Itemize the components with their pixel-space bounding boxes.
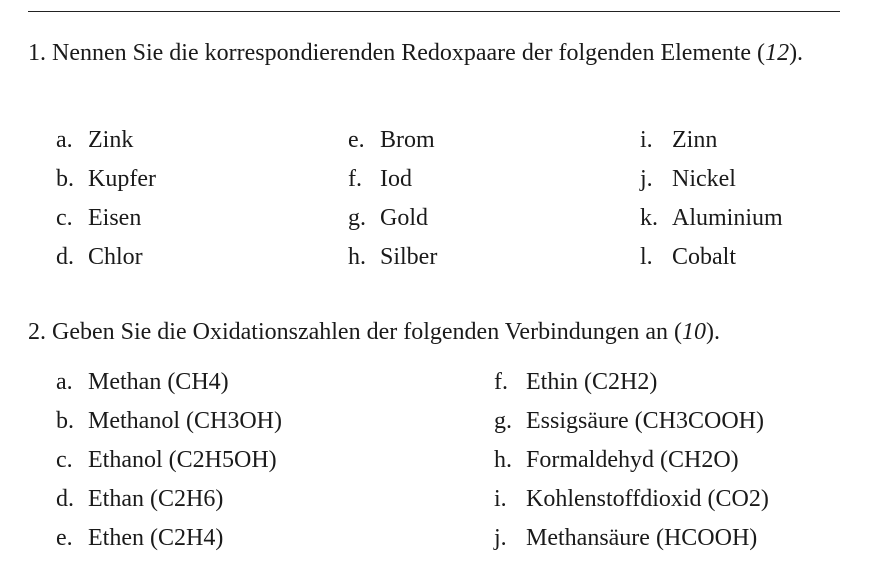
item-label: j. [494, 525, 507, 551]
list-item [640, 238, 736, 277]
item-label: h. [494, 447, 512, 473]
item-text: Chlor [88, 244, 143, 270]
list-item [56, 121, 133, 160]
item-label: j. [640, 166, 653, 192]
item-text: Silber [380, 244, 438, 270]
question-2-number: 2. [28, 319, 46, 345]
item-text: Iod [380, 166, 412, 192]
item-text: Ethan (C2H6) [88, 486, 224, 512]
question-1-text-end: ). [789, 40, 804, 66]
list-item [56, 402, 282, 441]
item-label: l. [640, 244, 653, 270]
list-item [348, 238, 437, 277]
item-label: b. [56, 408, 74, 434]
question-2-prompt [28, 313, 868, 351]
item-text: Zinn [672, 127, 718, 153]
list-item [56, 238, 143, 277]
item-text: Methansäure (HCOOH) [526, 525, 758, 551]
item-text: Brom [380, 127, 435, 153]
list-item [494, 519, 757, 558]
question-1-prompt [28, 34, 828, 72]
list-item [56, 363, 229, 402]
item-text: Ethen (C2H4) [88, 525, 224, 551]
item-label: g. [348, 205, 366, 231]
item-text: Ethanol (C2H5OH) [88, 447, 277, 473]
item-text: Methanol (CH3OH) [88, 408, 282, 434]
list-item [640, 199, 783, 238]
item-text: Formaldehyd (CH2O) [526, 447, 739, 473]
item-text: Ethin (C2H2) [526, 369, 658, 395]
item-label: i. [640, 127, 653, 153]
question-1-points: 12 [765, 40, 790, 66]
item-text: Aluminium [672, 205, 783, 231]
list-item [348, 160, 412, 199]
item-label: i. [494, 486, 507, 512]
item-text: Essigsäure (CH3COOH) [526, 408, 764, 434]
item-label: b. [56, 166, 74, 192]
item-label: e. [348, 127, 365, 153]
list-item [56, 441, 277, 480]
question-1-number: 1. [28, 40, 46, 66]
item-label: a. [56, 127, 73, 153]
item-label: e. [56, 525, 73, 551]
list-item [348, 121, 435, 160]
list-item [494, 480, 769, 519]
list-item [56, 519, 223, 558]
list-item [640, 160, 736, 199]
item-text: Cobalt [672, 244, 736, 270]
list-item [56, 199, 141, 238]
list-item [494, 441, 739, 480]
item-label: f. [348, 166, 362, 192]
item-text: Kupfer [88, 166, 156, 192]
question-2-text-end: ). [706, 319, 721, 345]
item-label: d. [56, 486, 74, 512]
item-text: Kohlenstoffdioxid (CO2) [526, 486, 769, 512]
item-label: f. [494, 369, 508, 395]
item-text: Zink [88, 127, 134, 153]
item-text: Methan (CH4) [88, 369, 229, 395]
item-text: Eisen [88, 205, 142, 231]
item-text: Nickel [672, 166, 736, 192]
item-text: Gold [380, 205, 428, 231]
item-label: c. [56, 447, 73, 473]
question-2-text: Geben Sie die Oxidationszahlen der folgenden Verbindungen an ( [52, 319, 683, 345]
list-item [494, 363, 657, 402]
item-label: a. [56, 369, 73, 395]
item-label: k. [640, 205, 658, 231]
list-item [348, 199, 428, 238]
list-item [494, 402, 764, 441]
item-label: h. [348, 244, 366, 270]
question-1-text: Nennen Sie die korrespondierenden Redoxpaare der folgenden Elemente ( [52, 40, 766, 66]
top-rule [28, 11, 840, 12]
question-2-points: 10 [682, 319, 707, 345]
item-label: g. [494, 408, 512, 434]
list-item [640, 121, 717, 160]
item-label: c. [56, 205, 73, 231]
list-item [56, 160, 156, 199]
list-item [56, 480, 223, 519]
item-label: d. [56, 244, 74, 270]
